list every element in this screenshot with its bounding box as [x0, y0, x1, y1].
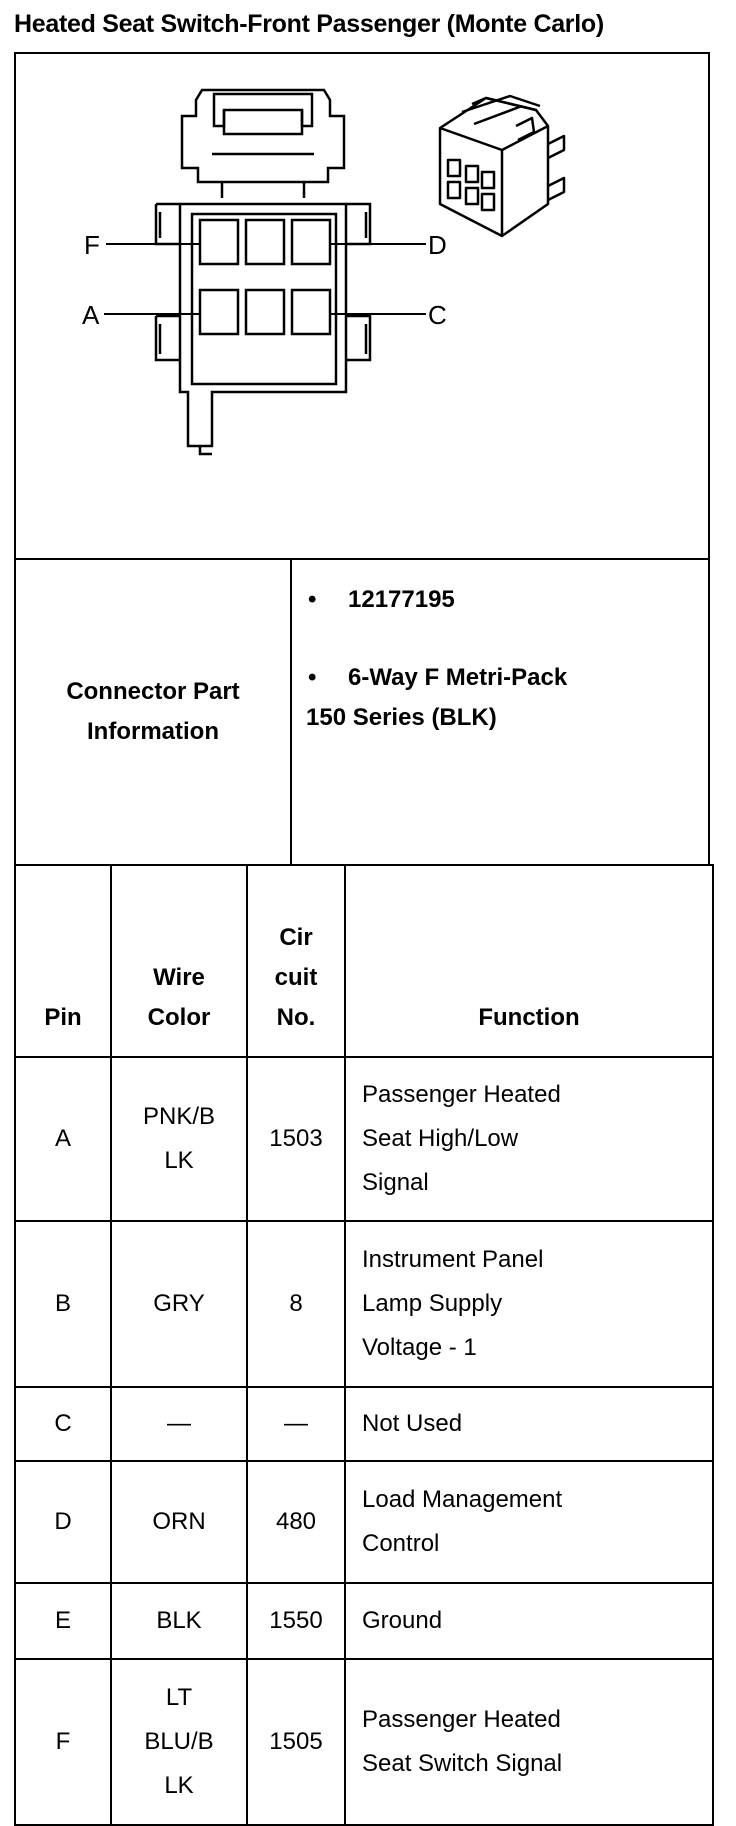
connector-face-diagram	[16, 54, 708, 558]
pin-label-d: D	[428, 230, 447, 260]
header-pin: Pin	[15, 865, 111, 1057]
table-row	[15, 1461, 713, 1583]
circuit-cell: —	[247, 1387, 345, 1461]
wire-color-cell: BLK	[111, 1583, 247, 1659]
wire-color-cell: GRY	[111, 1221, 247, 1387]
circuit-cell: 8	[247, 1221, 345, 1387]
pin-cell: A	[15, 1057, 111, 1221]
table-row	[15, 1057, 713, 1221]
pinout-table	[14, 864, 714, 1826]
connector-part-info-label: Connector Part Information	[66, 678, 240, 745]
function-cell: Ground	[345, 1583, 713, 1659]
circuit-cell: 1505	[247, 1659, 345, 1825]
wire-color-cell: —	[111, 1387, 247, 1461]
connector-type: 6-Way F Metri-Pack	[348, 664, 568, 691]
connector-series: 150 Series (BLK)	[306, 704, 497, 731]
part-number-item: • 12177195	[308, 580, 698, 620]
wire-color-cell: PNK/B LK	[111, 1057, 247, 1221]
page-title: Heated Seat Switch-Front Passenger (Monte Carlo)	[14, 10, 604, 38]
header-wire-color: Wire Color	[111, 865, 247, 1057]
table-row	[15, 1387, 713, 1461]
connector-part-info-items	[308, 580, 698, 738]
cavity-d	[292, 220, 330, 264]
function-cell: Not Used	[345, 1387, 713, 1461]
wire-color-cell: ORN	[111, 1461, 247, 1583]
connector-type-item: • 6-Way F Metri-Pack	[308, 658, 698, 698]
pin-cell: E	[15, 1583, 111, 1659]
table-header-row	[15, 865, 713, 1057]
connector-part-info	[14, 558, 710, 866]
table-row	[15, 1583, 713, 1659]
pin-label-f: F	[84, 230, 100, 260]
part-number: 12177195	[348, 586, 455, 613]
cavity-e	[246, 220, 284, 264]
table-row	[15, 1221, 713, 1387]
function-cell: Load Management Control	[345, 1461, 713, 1583]
info-divider	[290, 560, 292, 864]
circuit-cell: 1550	[247, 1583, 345, 1659]
circuit-cell: 1503	[247, 1057, 345, 1221]
pin-label-a: A	[82, 300, 100, 330]
cavity-b	[246, 290, 284, 334]
header-circuit-no: Cir cuit No.	[247, 865, 345, 1057]
function-cell: Passenger Heated Seat Switch Signal	[345, 1659, 713, 1825]
function-cell: Instrument Panel Lamp Supply Voltage - 1	[345, 1221, 713, 1387]
function-cell: Passenger Heated Seat High/Low Signal	[345, 1057, 713, 1221]
pin-cell: F	[15, 1659, 111, 1825]
circuit-cell: 480	[247, 1461, 345, 1583]
pin-cell: B	[15, 1221, 111, 1387]
table-row	[15, 1659, 713, 1825]
cavity-f	[200, 220, 238, 264]
wire-color-cell: LT BLU/B LK	[111, 1659, 247, 1825]
connector-diagram-panel	[14, 52, 710, 560]
pin-cell: D	[15, 1461, 111, 1583]
cavity-c	[292, 290, 330, 334]
header-function: Function	[345, 865, 713, 1057]
pin-label-c: C	[428, 300, 447, 330]
connector-isometric-icon	[440, 96, 564, 236]
cavity-a	[200, 290, 238, 334]
pin-cell: C	[15, 1387, 111, 1461]
